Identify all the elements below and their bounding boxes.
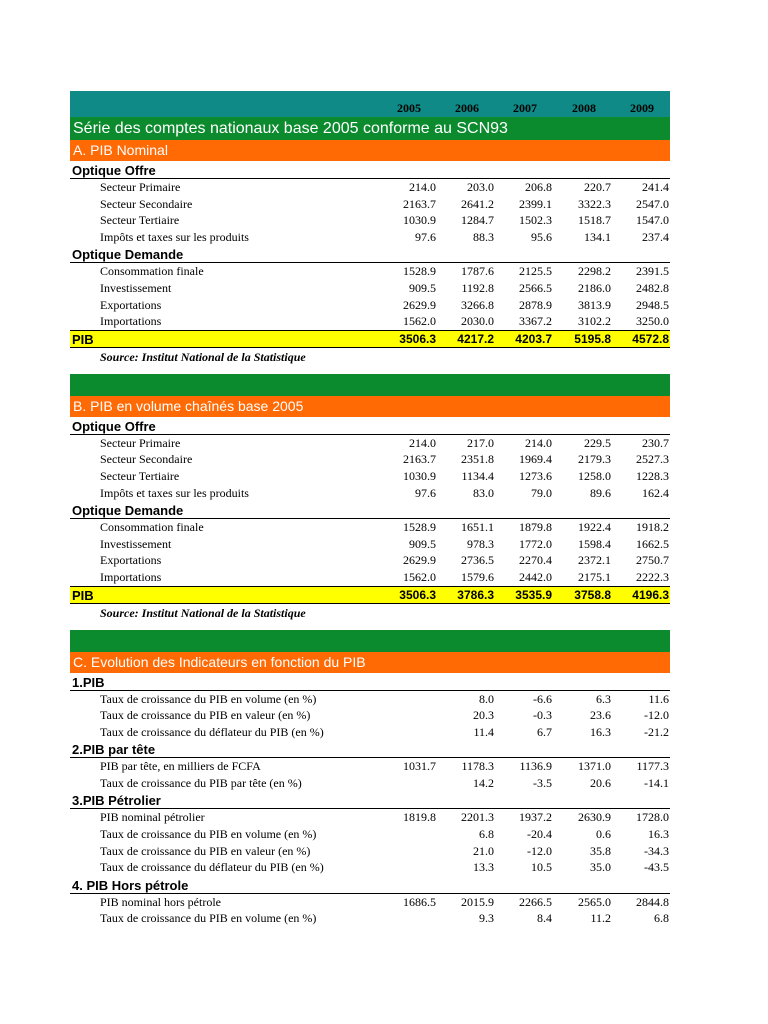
value-cell: 230.7	[642, 435, 669, 450]
value-cell: 35.0	[590, 860, 611, 875]
value-cell: 83.0	[473, 485, 494, 500]
value-cell: 2163.7	[403, 196, 436, 211]
value-cell: 134.1	[584, 229, 611, 244]
value-cell: 79.0	[531, 485, 552, 500]
value-cell: 206.8	[525, 180, 552, 194]
value-cell: 978.3	[467, 536, 494, 551]
value-cell: 1651.1	[461, 520, 494, 535]
year-cell: 2008	[572, 101, 596, 115]
group-header: Optique Demande	[70, 245, 670, 263]
value-cell: 1937.2	[519, 810, 552, 825]
value-cell: 1178.3	[461, 759, 494, 774]
value-cell: -20.4	[527, 827, 552, 842]
row-label: Taux de croissance du déflateur du PIB (en %)	[100, 724, 324, 739]
value-cell: 1922.4	[578, 520, 611, 535]
section-c-pib-hors-petrole-rows	[70, 894, 670, 927]
value-cell: 1228.3	[636, 468, 669, 483]
value-cell: 2351.8	[461, 452, 494, 467]
value-cell: 88.3	[473, 229, 494, 244]
spacer	[70, 366, 670, 374]
value-cell: 2179.3	[578, 452, 611, 467]
pib-value: 3506.3	[399, 331, 436, 346]
section-a-header: A. PIB Nominal	[70, 140, 670, 161]
group-header: 3.PIB Pétrolier	[70, 791, 670, 809]
green-band	[70, 374, 670, 396]
row-label: Taux de croissance du déflateur du PIB (en %)	[100, 860, 324, 875]
value-cell: 2736.5	[461, 553, 494, 568]
spacer	[70, 622, 670, 630]
value-cell: 2750.7	[636, 553, 669, 568]
table-row	[70, 552, 670, 569]
value-cell: 0.6	[596, 827, 611, 842]
value-cell: 1772.0	[519, 536, 552, 551]
value-cell: 1819.8	[403, 810, 436, 825]
pib-value: 3758.8	[574, 587, 611, 602]
table-row	[70, 297, 670, 314]
value-cell: 1528.9	[403, 520, 436, 535]
value-cell: 1879.8	[519, 520, 552, 535]
table-row	[70, 451, 670, 468]
value-cell: 2948.5	[636, 297, 669, 312]
table-row	[70, 468, 670, 485]
value-cell: -6.6	[533, 691, 552, 706]
value-cell: 2270.4	[519, 553, 552, 568]
pib-value: 4203.7	[515, 331, 552, 346]
value-cell: 1502.3	[519, 213, 552, 228]
value-cell: 2175.1	[578, 569, 611, 584]
value-cell: 97.6	[415, 485, 436, 500]
year-cell: 2005	[397, 101, 421, 115]
section-a-demande-rows	[70, 263, 670, 329]
value-cell: 2629.9	[403, 553, 436, 568]
value-cell: 1177.3	[636, 759, 669, 774]
value-cell: 21.0	[473, 843, 494, 858]
table-row	[70, 809, 670, 826]
pib-value: 4196.3	[632, 587, 669, 602]
pib-label: PIB	[72, 331, 94, 347]
value-cell: 2566.5	[519, 280, 552, 295]
value-cell: 3250.0	[636, 314, 669, 329]
group-header: Optique Offre	[70, 417, 670, 435]
pib-value: 3786.3	[457, 587, 494, 602]
year-header-row	[70, 91, 670, 117]
value-cell: 2641.2	[461, 196, 494, 211]
value-cell: -43.5	[644, 860, 669, 875]
table-title: Série des comptes nationaux base 2005 conforme au SCN93	[70, 117, 670, 140]
value-cell: 2163.7	[403, 452, 436, 467]
value-cell: 1518.7	[578, 213, 611, 228]
value-cell: 2399.1	[519, 196, 552, 211]
pib-label: PIB	[72, 587, 94, 603]
value-cell: 1598.4	[578, 536, 611, 551]
value-cell: 2015.9	[461, 894, 494, 909]
value-cell: 2878.9	[519, 297, 552, 312]
table-row	[70, 313, 670, 330]
year-cell: 2009	[630, 101, 654, 115]
row-label: Secteur Tertiaire	[100, 213, 180, 228]
table-row	[70, 724, 670, 741]
row-label: Impôts et taxes sur les produits	[100, 229, 249, 244]
source-note: Source: Institut National de la Statistique	[100, 605, 306, 620]
value-cell: 2266.5	[519, 894, 552, 909]
row-label: PIB par tête, en milliers de FCFA	[100, 759, 261, 774]
value-cell: 1284.7	[461, 213, 494, 228]
value-cell: 1030.9	[403, 468, 436, 483]
value-cell: 1030.9	[403, 213, 436, 228]
value-cell: 1969.4	[519, 452, 552, 467]
value-cell: 214.0	[409, 180, 436, 194]
value-cell: 14.2	[473, 775, 494, 790]
year-cell: 2006	[455, 101, 479, 115]
table-row	[70, 859, 670, 876]
value-cell: 1562.0	[403, 569, 436, 584]
value-cell: 1562.0	[403, 314, 436, 329]
value-cell: 1547.0	[636, 213, 669, 228]
row-label: Importations	[100, 314, 162, 329]
value-cell: 10.5	[531, 860, 552, 875]
row-label: PIB nominal hors pétrole	[100, 894, 221, 909]
pib-total-row	[70, 586, 670, 604]
row-label: Taux de croissance du PIB en volume (en %)	[100, 827, 317, 842]
value-cell: 6.8	[654, 911, 669, 926]
row-label: PIB nominal pétrolier	[100, 810, 205, 825]
value-cell: 1031.7	[403, 759, 436, 774]
row-label: Secteur Tertiaire	[100, 468, 180, 483]
table-row	[70, 212, 670, 229]
value-cell: 1686.5	[403, 894, 436, 909]
pib-value: 4572.8	[632, 331, 669, 346]
year-cell: 2007	[513, 101, 537, 115]
table-row	[70, 569, 670, 586]
value-cell: 237.4	[642, 229, 669, 244]
value-cell: 220.7	[584, 180, 611, 194]
value-cell: 13.3	[473, 860, 494, 875]
value-cell: 909.5	[409, 536, 436, 551]
value-cell: 6.7	[537, 724, 552, 739]
value-cell: 95.6	[531, 229, 552, 244]
table-row	[70, 707, 670, 724]
row-label: Secteur Secondaire	[100, 196, 193, 211]
value-cell: -12.0	[644, 708, 669, 723]
table-row	[70, 519, 670, 536]
value-cell: -12.0	[527, 843, 552, 858]
value-cell: 1136.9	[519, 759, 552, 774]
value-cell: -0.3	[533, 708, 552, 723]
table-row	[70, 196, 670, 213]
value-cell: 1371.0	[578, 759, 611, 774]
value-cell: 23.6	[590, 708, 611, 723]
value-cell: -14.1	[644, 775, 669, 790]
table-row	[70, 485, 670, 502]
value-cell: 1134.4	[461, 468, 494, 483]
value-cell: 1258.0	[578, 468, 611, 483]
table-row	[70, 894, 670, 911]
value-cell: 16.3	[648, 827, 669, 842]
value-cell: 6.8	[479, 827, 494, 842]
value-cell: 2482.8	[636, 280, 669, 295]
table-row	[70, 536, 670, 553]
group-header: Optique Offre	[70, 161, 670, 179]
value-cell: 2630.9	[578, 810, 611, 825]
table-row	[70, 910, 670, 927]
row-label: Taux de croissance du PIB en volume (en %)	[100, 691, 317, 706]
value-cell: 162.4	[642, 485, 669, 500]
value-cell: -3.5	[533, 775, 552, 790]
value-cell: 9.3	[479, 911, 494, 926]
value-cell: 1662.5	[636, 536, 669, 551]
table-row	[70, 435, 670, 452]
value-cell: 3102.2	[578, 314, 611, 329]
table-row	[70, 229, 670, 246]
value-cell: 1579.6	[461, 569, 494, 584]
pib-total-row	[70, 330, 670, 348]
row-label: Taux de croissance du PIB par tête (en %)	[100, 775, 302, 790]
value-cell: 2629.9	[403, 297, 436, 312]
row-label: Importations	[100, 569, 162, 584]
section-b-header: B. PIB en volume chaînés base 2005	[70, 396, 670, 417]
table-row	[70, 843, 670, 860]
value-cell: 1918.2	[636, 520, 669, 535]
row-label: Consommation finale	[100, 264, 204, 279]
pib-value: 3535.9	[515, 587, 552, 602]
value-cell: 2201.3	[461, 810, 494, 825]
row-label: Secteur Primaire	[100, 435, 181, 450]
value-cell: 3367.2	[519, 314, 552, 329]
value-cell: 241.4	[642, 180, 669, 194]
value-cell: 6.3	[596, 691, 611, 706]
row-label: Exportations	[100, 297, 162, 312]
value-cell: 1787.6	[461, 264, 494, 279]
row-label: Exportations	[100, 553, 162, 568]
value-cell: 2372.1	[578, 553, 611, 568]
value-cell: 3322.3	[578, 196, 611, 211]
value-cell: 229.5	[584, 435, 611, 450]
section-b-offre-rows	[70, 435, 670, 501]
row-label: Consommation finale	[100, 520, 204, 535]
value-cell: 11.2	[590, 911, 611, 926]
row-label: Investissement	[100, 280, 172, 295]
section-b-demande-rows	[70, 519, 670, 585]
row-label: Investissement	[100, 536, 172, 551]
value-cell: 97.6	[415, 229, 436, 244]
pib-value: 3506.3	[399, 587, 436, 602]
value-cell: 1528.9	[403, 264, 436, 279]
row-label: Secteur Secondaire	[100, 452, 193, 467]
value-cell: 203.0	[467, 180, 494, 194]
value-cell: 2186.0	[578, 280, 611, 295]
value-cell: 2125.5	[519, 264, 552, 279]
section-c-header: C. Evolution des Indicateurs en fonction du PIB	[70, 652, 670, 673]
value-cell: 2527.3	[636, 452, 669, 467]
row-label: Impôts et taxes sur les produits	[100, 485, 249, 500]
value-cell: 1728.0	[636, 810, 669, 825]
value-cell: 89.6	[590, 485, 611, 500]
value-cell: 20.6	[590, 775, 611, 790]
section-c-pib-par-tete-rows	[70, 758, 670, 791]
group-header: 1.PIB	[70, 673, 670, 691]
value-cell: 2547.0	[636, 196, 669, 211]
value-cell: 16.3	[590, 724, 611, 739]
value-cell: 8.0	[479, 691, 494, 706]
row-label: Secteur Primaire	[100, 180, 181, 194]
section-c-pib-petrolier-rows	[70, 809, 670, 875]
source-note: Source: Institut National de la Statistique	[100, 349, 306, 364]
value-cell: 2391.5	[636, 264, 669, 279]
table-row	[70, 758, 670, 775]
table-row	[70, 280, 670, 297]
row-label: Taux de croissance du PIB en volume (en %)	[100, 911, 317, 926]
section-c-pib-rows	[70, 691, 670, 741]
value-cell: 2222.3	[636, 569, 669, 584]
row-label: Taux de croissance du PIB en valeur (en %)	[100, 708, 311, 723]
green-band	[70, 630, 670, 652]
value-cell: 214.0	[525, 435, 552, 450]
section-a-offre-rows	[70, 179, 670, 245]
table-row	[70, 263, 670, 280]
value-cell: 3266.8	[461, 297, 494, 312]
table-row	[70, 826, 670, 843]
value-cell: -21.2	[644, 724, 669, 739]
value-cell: 214.0	[409, 435, 436, 450]
value-cell: 3813.9	[578, 297, 611, 312]
table-row	[70, 691, 670, 708]
table-row	[70, 775, 670, 792]
group-header: 4. PIB Hors pétrole	[70, 876, 670, 894]
value-cell: 1273.6	[519, 468, 552, 483]
value-cell: 11.4	[473, 724, 494, 739]
group-header: 2.PIB par tête	[70, 740, 670, 758]
table-row	[70, 179, 670, 196]
value-cell: 2844.8	[636, 894, 669, 909]
value-cell: 8.4	[537, 911, 552, 926]
value-cell: 909.5	[409, 280, 436, 295]
row-label: Taux de croissance du PIB en valeur (en %)	[100, 843, 311, 858]
national-accounts-table	[70, 91, 670, 927]
value-cell: 217.0	[467, 435, 494, 450]
value-cell: 11.6	[648, 691, 669, 706]
value-cell: 20.3	[473, 708, 494, 723]
value-cell: 2030.0	[461, 314, 494, 329]
pib-value: 5195.8	[574, 331, 611, 346]
value-cell: 2298.2	[578, 264, 611, 279]
value-cell: -34.3	[644, 843, 669, 858]
pib-value: 4217.2	[457, 331, 494, 346]
value-cell: 2565.0	[578, 894, 611, 909]
value-cell: 2442.0	[519, 569, 552, 584]
value-cell: 1192.8	[461, 280, 494, 295]
value-cell: 35.8	[590, 843, 611, 858]
group-header: Optique Demande	[70, 501, 670, 519]
